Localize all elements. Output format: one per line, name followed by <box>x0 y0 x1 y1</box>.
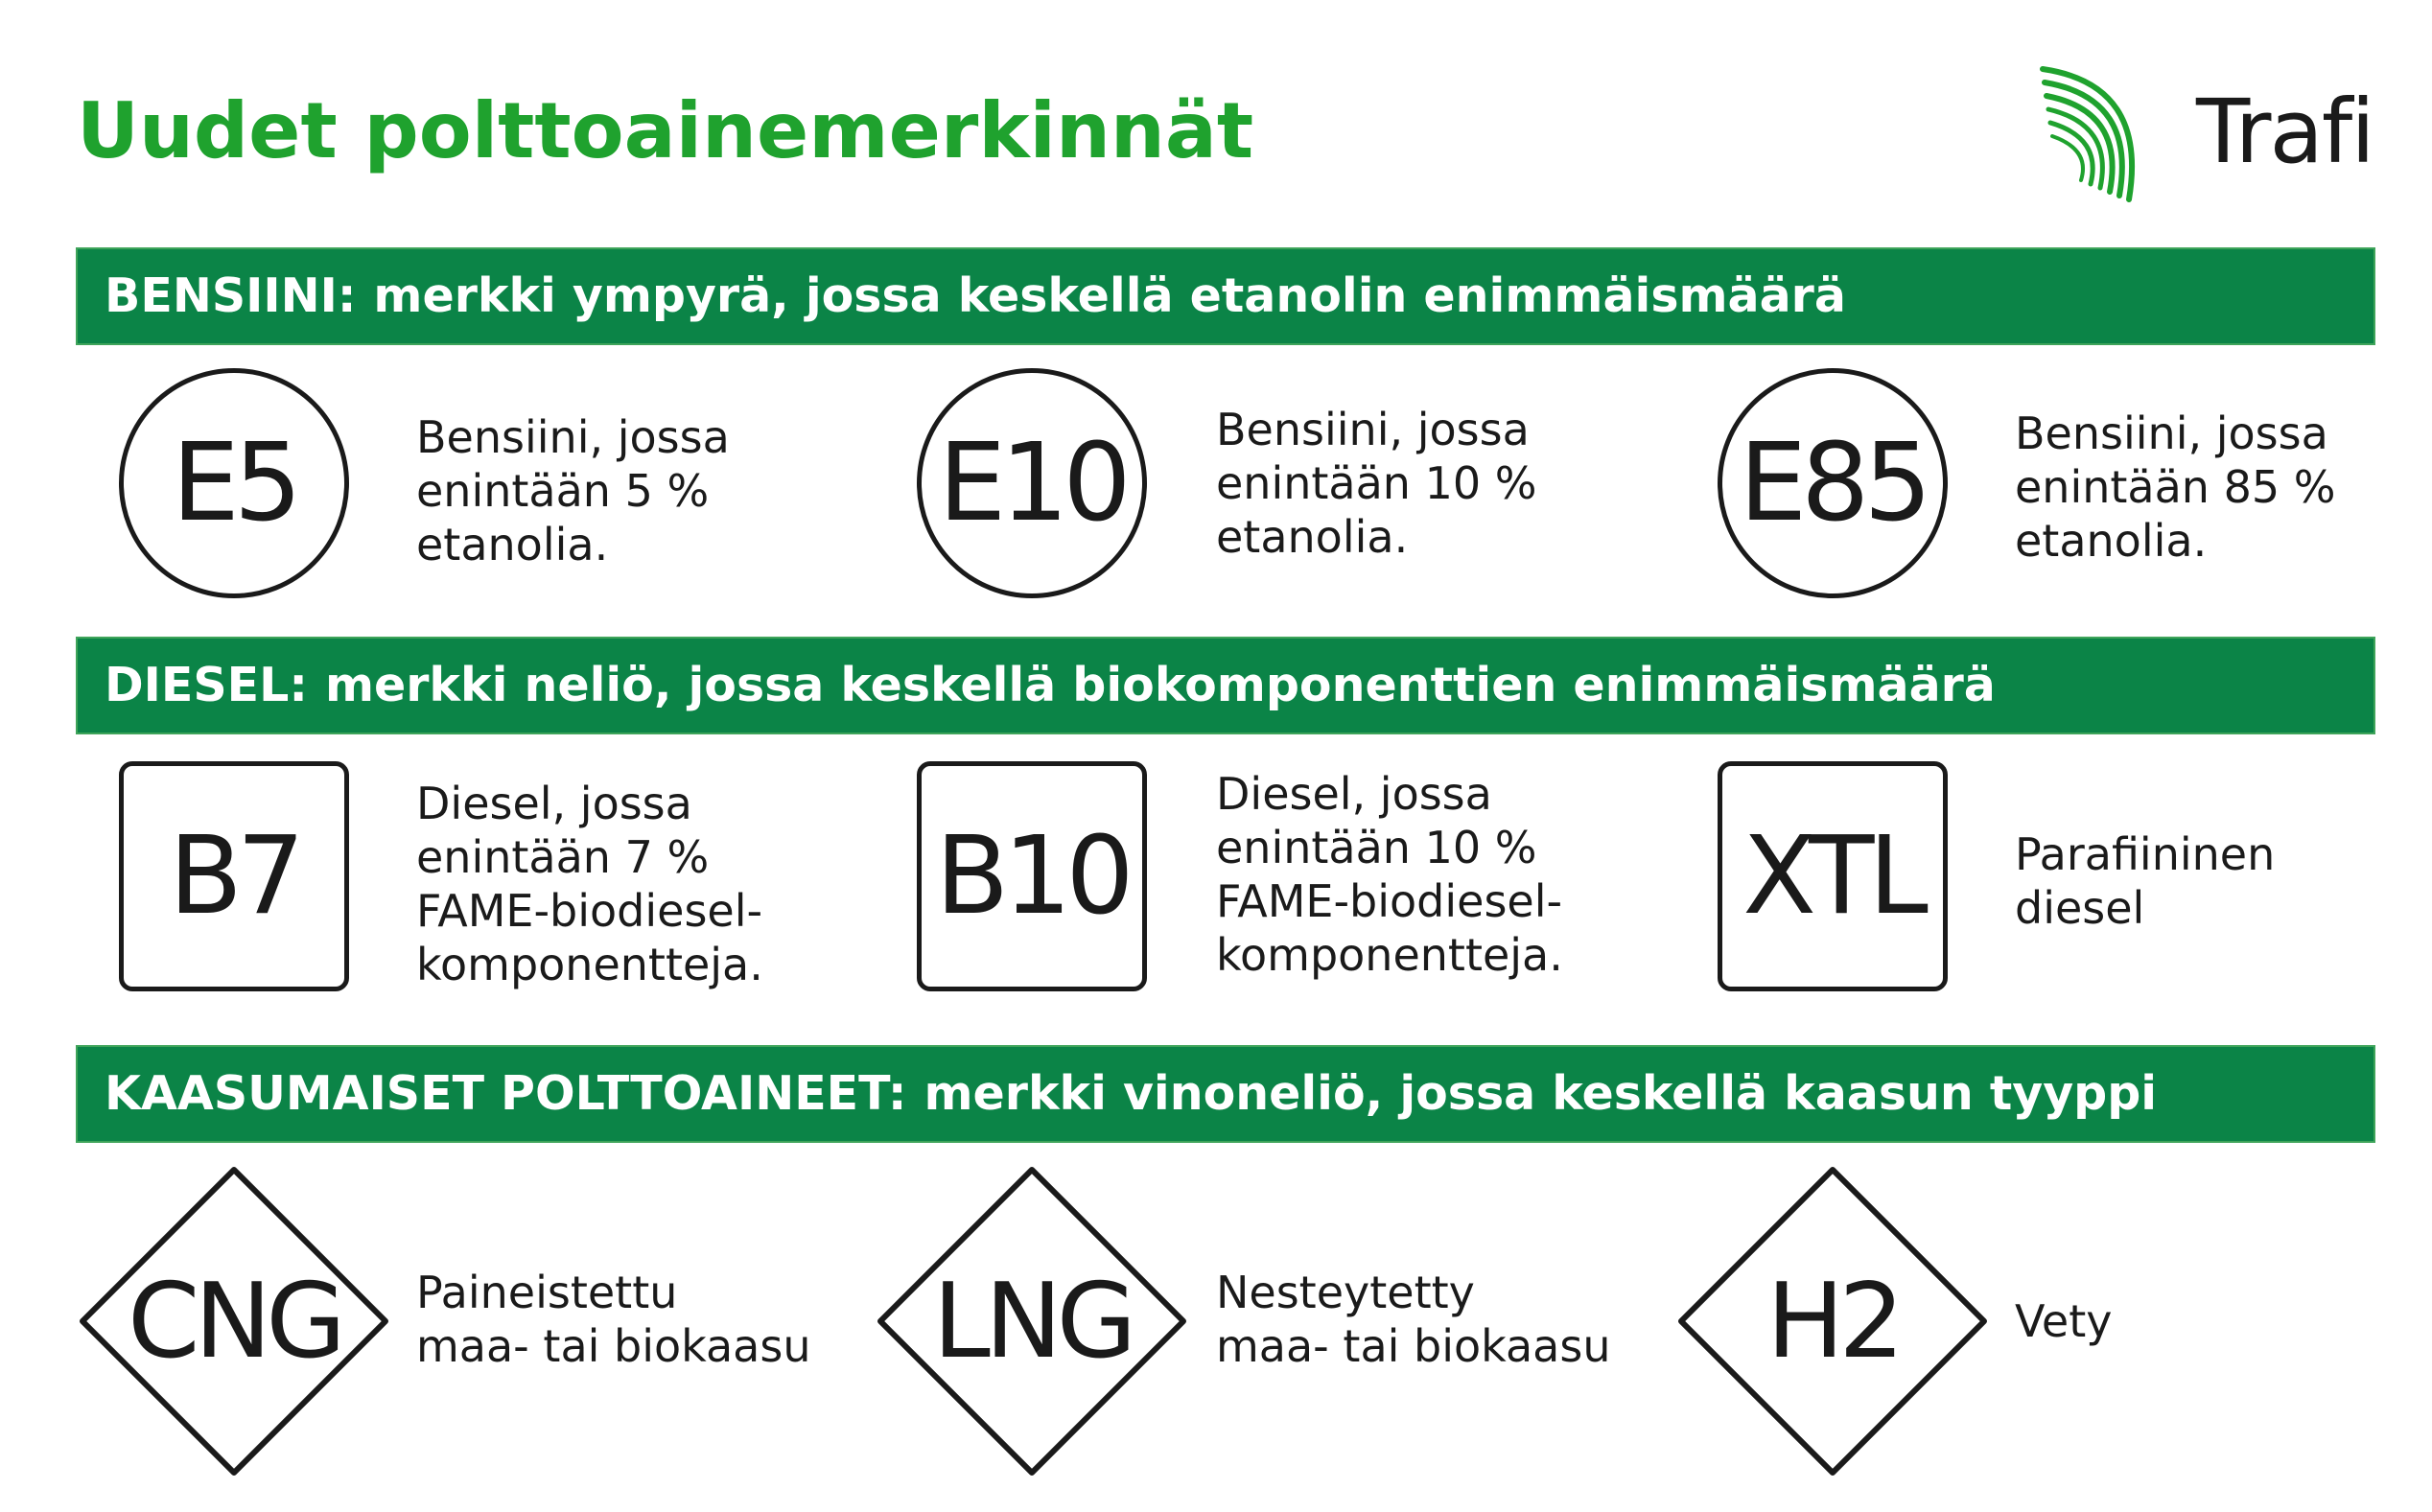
mark-code: B10 <box>935 814 1129 939</box>
fuel-description: Nesteytetty maa- tai biokaasu <box>1216 1267 1611 1372</box>
mark-code: E85 <box>1739 421 1927 546</box>
section-lead: BENSIINI: <box>105 268 357 323</box>
fuel-description: Paineistettu maa- tai biokaasu <box>416 1267 811 1372</box>
fuel-description: Bensiini, jossa enintään 5 % etanolia. <box>416 411 730 570</box>
section-header-bensiini <box>76 247 2375 345</box>
trafi-logo <box>2033 56 2378 209</box>
swoosh-icon <box>2033 56 2196 209</box>
page-title: Uudet polttoainemerkinnät <box>77 86 1254 175</box>
mark-code: E10 <box>938 421 1126 546</box>
fuel-description: Bensiini, jossa enintään 85 % etanolia. <box>2015 407 2336 567</box>
mark-code: E5 <box>171 421 297 546</box>
mark-code: H2 <box>1766 1261 1899 1382</box>
mark-circle <box>917 368 1147 598</box>
mark-diamond <box>873 1162 1191 1480</box>
fuel-description: Bensiini, jossa enintään 10 % etanolia. <box>1216 404 1537 563</box>
mark-code: B7 <box>168 814 300 939</box>
mark-code: CNG <box>128 1261 340 1382</box>
logo-text: Trafi <box>2196 81 2374 183</box>
mark-code: LNG <box>932 1261 1132 1382</box>
section-rest: merkki neliö, jossa keskellä biokomponenttien enimmäismäärä <box>324 658 1996 712</box>
fuel-description: Parafiininen diesel <box>2015 828 2276 934</box>
mark-square <box>119 761 349 991</box>
section-rest: merkki vinoneliö, jossa keskellä kaasun tyyppi <box>924 1066 2158 1121</box>
section-header-kaasumaiset <box>76 1045 2375 1143</box>
fuel-description: Diesel, jossa enintään 10 % FAME-biodiesel- komponentteja. <box>1216 768 1563 981</box>
mark-diamond <box>75 1162 393 1480</box>
section-lead: KAASUMAISET POLTTOAINEET: <box>105 1066 907 1121</box>
mark-square <box>1718 761 1948 991</box>
section-header-diesel <box>76 637 2375 734</box>
fuel-description: Diesel, jossa enintään 7 % FAME-biodiesel- komponentteja. <box>416 778 763 990</box>
mark-diamond <box>1673 1162 1992 1480</box>
mark-square <box>917 761 1147 991</box>
mark-code: XTL <box>1742 814 1923 939</box>
mark-circle <box>1718 368 1948 598</box>
section-rest: merkki ympyrä, jossa keskellä etanolin enimmäismäärä <box>373 268 1846 323</box>
mark-circle <box>119 368 349 598</box>
fuel-description: Vety <box>2015 1295 2113 1347</box>
section-lead: DIESEL: <box>105 658 308 712</box>
